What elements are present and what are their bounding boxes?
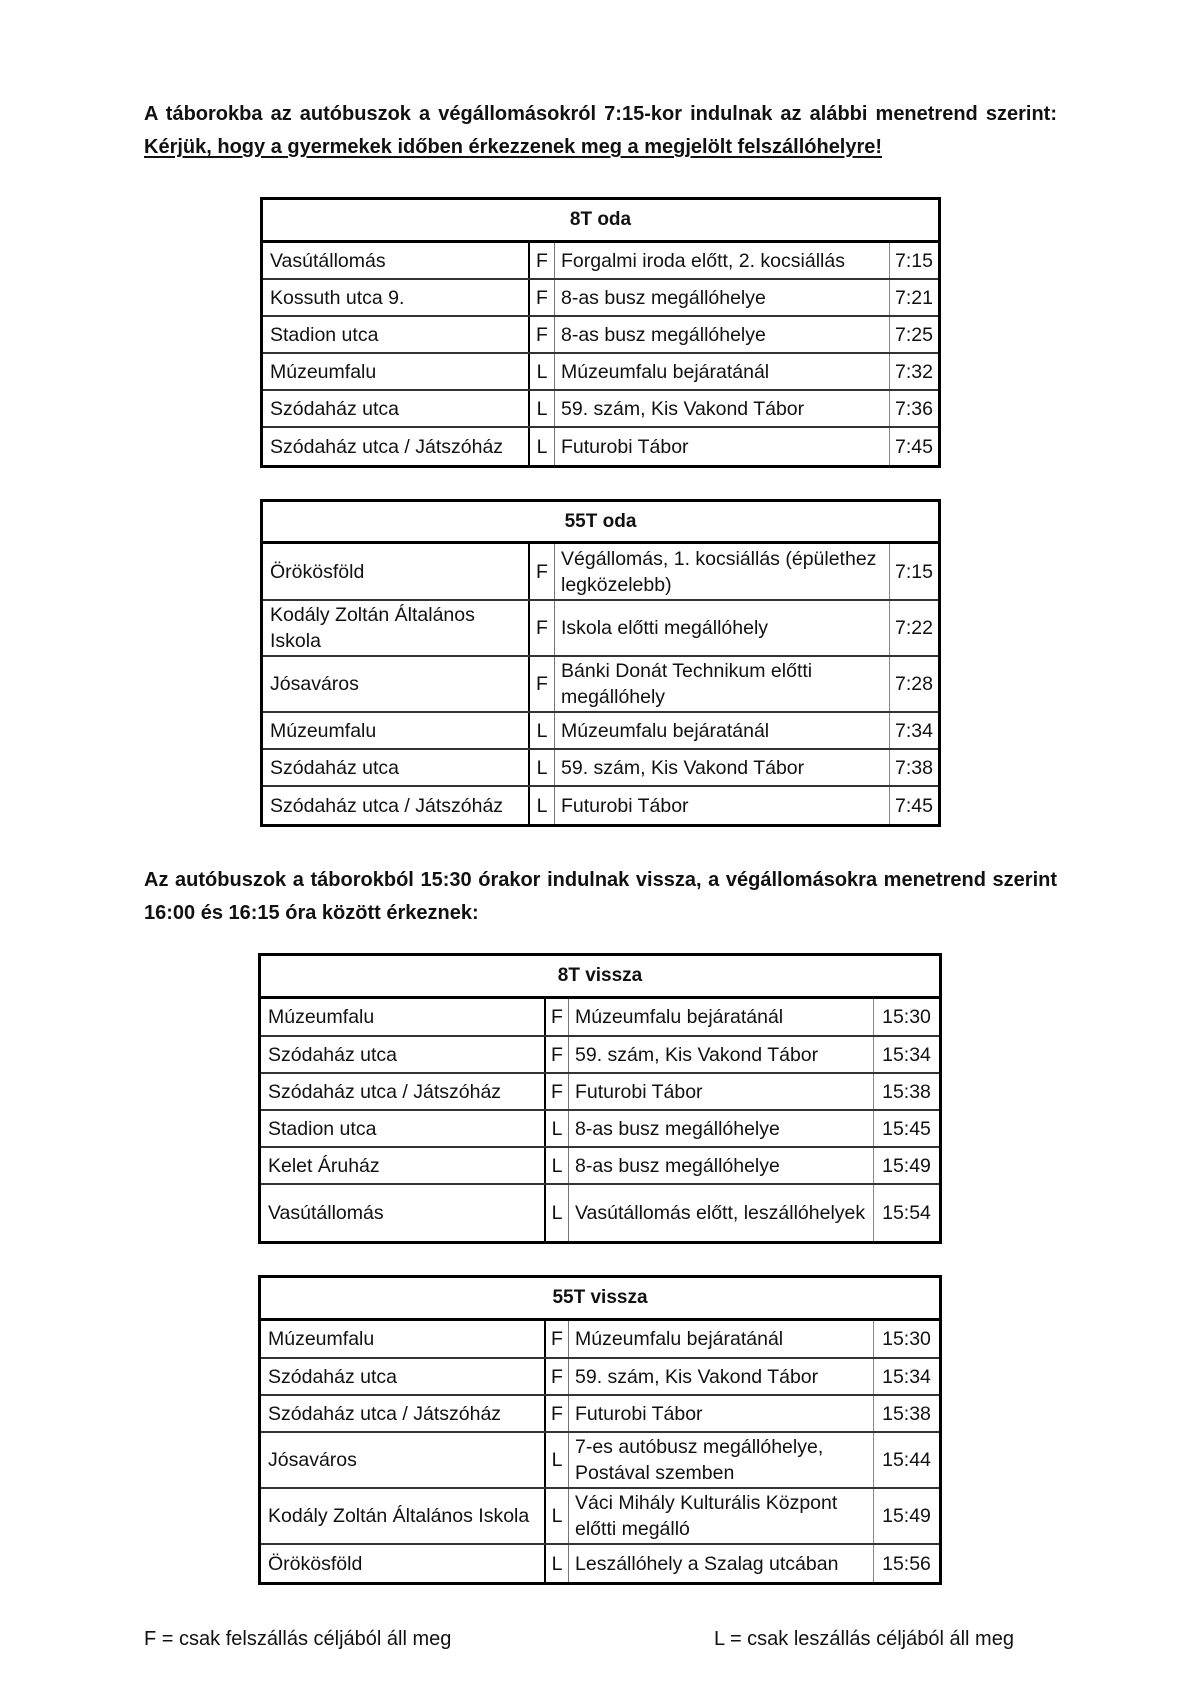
stop-location: Bánki Donát Technikum előtti megállóhely: [555, 657, 890, 711]
departure-time: 15:38: [882, 1402, 931, 1425]
legend-f: F = csak felszállás céljából áll meg: [144, 1628, 452, 1650]
table-row: [263, 354, 938, 391]
departure-time: 7:15: [895, 560, 933, 583]
departure-time: 15:30: [882, 1006, 931, 1028]
stop-name: Jósaváros: [263, 657, 530, 711]
stop-location: Múzeumfalu bejáratánál: [555, 354, 890, 389]
departure-time: 7:32: [895, 360, 933, 383]
stop-type: L: [530, 391, 555, 426]
departure-time: 7:25: [895, 323, 933, 346]
stop-location: Múzeumfalu bejáratánál: [569, 1321, 874, 1357]
stop-type: F: [546, 1396, 569, 1431]
stop-location: Iskola előtti megállóhely: [555, 601, 890, 655]
stop-name: Múzeumfalu: [261, 999, 546, 1035]
stop-name: Kossuth utca 9.: [263, 280, 530, 315]
table-row: [261, 1359, 939, 1396]
stop-location: Futurobi Tábor: [555, 428, 890, 465]
stop-type: L: [546, 1545, 569, 1582]
stop-name: Szódaház utca: [261, 1359, 546, 1394]
departure-time: 15:49: [882, 1505, 931, 1527]
stop-name: Vasútállomás: [263, 243, 530, 278]
stop-location: Múzeumfalu bejáratánál: [569, 999, 874, 1035]
table-row: [261, 1074, 939, 1111]
stop-type: F: [530, 243, 555, 278]
stop-name: Szódaház utca / Játszóház: [261, 1396, 546, 1431]
stop-name: Stadion utca: [263, 317, 530, 352]
stop-type: F: [530, 601, 555, 655]
departure-time: 7:45: [895, 435, 933, 458]
stop-location: 8-as busz megállóhelye: [555, 280, 890, 315]
stop-type: L: [530, 713, 555, 748]
departure-time: 7:22: [895, 617, 933, 639]
stop-type: L: [546, 1111, 569, 1146]
departure-time: 7:45: [895, 794, 933, 817]
stop-name: Stadion utca: [261, 1111, 546, 1146]
departure-time: 15:38: [882, 1080, 931, 1103]
table-row: [263, 428, 938, 465]
table-row: [261, 1037, 939, 1074]
stop-type: L: [530, 787, 555, 824]
table-title: 55T oda: [263, 502, 938, 544]
stop-location: Futurobi Tábor: [555, 787, 890, 824]
stop-location: Futurobi Tábor: [569, 1396, 874, 1431]
stop-location: 59. szám, Kis Vakond Tábor: [569, 1037, 874, 1072]
stop-name: Örökösföld: [263, 544, 530, 599]
stop-location: 59. szám, Kis Vakond Tábor: [569, 1359, 874, 1394]
timetable-55t-oda: [260, 499, 941, 827]
intro-underlined-notice: Kérjük, hogy a gyermekek időben érkezzenek meg a megjelölt felszállóhelyre!: [144, 136, 883, 158]
intro-text: A táborokba az autóbuszok a végállomásokról 7:15-kor indulnak az alábbi menetrend szerint:: [144, 103, 1057, 125]
stop-type: L: [546, 1433, 569, 1487]
stop-name: Vasútállomás: [261, 1185, 546, 1241]
departure-time: 15:34: [882, 1365, 931, 1388]
table-row: [261, 1433, 939, 1489]
departure-time: 7:15: [895, 249, 933, 272]
table-row: [261, 1489, 939, 1545]
table-row: [263, 243, 938, 280]
stop-location: Forgalmi iroda előtt, 2. kocsiállás: [555, 243, 890, 278]
stop-name: Múzeumfalu: [263, 713, 530, 748]
stop-type: F: [546, 999, 569, 1035]
stop-name: Kodály Zoltán Általános Iskola: [261, 1489, 546, 1543]
table-title: 55T vissza: [261, 1278, 939, 1321]
table-row: [263, 713, 938, 750]
stop-location: 8-as busz megállóhelye: [569, 1148, 874, 1183]
stop-location: 59. szám, Kis Vakond Tábor: [555, 750, 890, 785]
table-row: [263, 750, 938, 787]
stop-location: 8-as busz megállóhelye: [569, 1111, 874, 1146]
stop-type: F: [530, 657, 555, 711]
table-row: [263, 317, 938, 354]
table-row: [263, 280, 938, 317]
stop-location: Leszállóhely a Szalag utcában: [569, 1545, 874, 1582]
stop-name: Múzeumfalu: [263, 354, 530, 389]
return-paragraph: Az autóbuszok a táborokból 15:30 órakor indulnak vissza, a végállomásokra menetrend szerint 16:00 és 16:15 óra között érkeznek:: [144, 869, 1057, 924]
departure-time: 15:30: [882, 1328, 931, 1350]
table-row: [261, 1111, 939, 1148]
legend-l: L = csak leszállás céljából áll meg: [714, 1628, 1014, 1650]
stop-name: Szódaház utca: [263, 391, 530, 426]
table-row: [263, 601, 938, 657]
table-row: [263, 787, 938, 824]
stop-type: L: [530, 354, 555, 389]
stop-type: F: [530, 317, 555, 352]
table-row: [263, 657, 938, 713]
stop-name: Jósaváros: [261, 1433, 546, 1487]
timetable-55t-vissza: [258, 1275, 942, 1585]
departure-time: 7:36: [895, 397, 933, 420]
table-row: [261, 1396, 939, 1433]
table-row: [261, 999, 939, 1037]
stop-location: Váci Mihály Kulturális Központ előtti megálló: [569, 1489, 874, 1543]
stop-name: Kelet Áruház: [261, 1148, 546, 1183]
departure-time: 15:56: [882, 1552, 931, 1575]
stop-name: Szódaház utca: [261, 1037, 546, 1072]
departure-time: 15:34: [882, 1043, 931, 1066]
stop-type: F: [530, 280, 555, 315]
table-row: [261, 1321, 939, 1359]
stop-location: Vasútállomás előtt, leszállóhelyek: [569, 1185, 874, 1241]
stop-name: Múzeumfalu: [261, 1321, 546, 1357]
departure-time: 7:21: [895, 286, 933, 309]
stop-name: Szódaház utca / Játszóház: [261, 1074, 546, 1109]
stop-location: Végállomás, 1. kocsiállás (épülethez legközelebb): [555, 544, 890, 599]
table-row: [263, 544, 938, 601]
stop-type: L: [546, 1148, 569, 1183]
departure-time: 15:44: [882, 1449, 931, 1471]
stop-type: F: [546, 1037, 569, 1072]
stop-name: Kodály Zoltán Általános Iskola: [263, 601, 530, 655]
stop-name: Szódaház utca / Játszóház: [263, 787, 530, 824]
stop-type: L: [530, 428, 555, 465]
departure-time: 15:45: [882, 1117, 931, 1140]
timetable-8t-oda: [260, 197, 941, 468]
table-row: [261, 1185, 939, 1241]
stop-type: L: [546, 1489, 569, 1543]
timetable-8t-vissza: [258, 953, 942, 1244]
stop-location: Futurobi Tábor: [569, 1074, 874, 1109]
stop-name: Szódaház utca / Játszóház: [263, 428, 530, 465]
table-row: [261, 1148, 939, 1185]
table-title: 8T oda: [263, 200, 938, 243]
intro-paragraph: [144, 98, 1057, 164]
stop-name: Örökösföld: [261, 1545, 546, 1582]
stop-location: 7-es autóbusz megállóhelye, Postával szemben: [569, 1433, 874, 1487]
departure-time: 15:49: [882, 1154, 931, 1177]
stop-type: F: [546, 1074, 569, 1109]
stop-type: L: [546, 1185, 569, 1241]
stop-type: F: [530, 544, 555, 599]
table-title: 8T vissza: [261, 956, 939, 999]
stop-type: F: [546, 1321, 569, 1357]
stop-location: Múzeumfalu bejáratánál: [555, 713, 890, 748]
stop-type: L: [530, 750, 555, 785]
departure-time: 15:54: [882, 1202, 931, 1224]
stop-name: Szódaház utca: [263, 750, 530, 785]
stop-location: 59. szám, Kis Vakond Tábor: [555, 391, 890, 426]
table-row: [263, 391, 938, 428]
table-row: [261, 1545, 939, 1582]
departure-time: 7:28: [895, 673, 933, 695]
stop-type: F: [546, 1359, 569, 1394]
departure-time: 7:34: [895, 719, 933, 742]
departure-time: 7:38: [895, 756, 933, 779]
stop-location: 8-as busz megállóhelye: [555, 317, 890, 352]
